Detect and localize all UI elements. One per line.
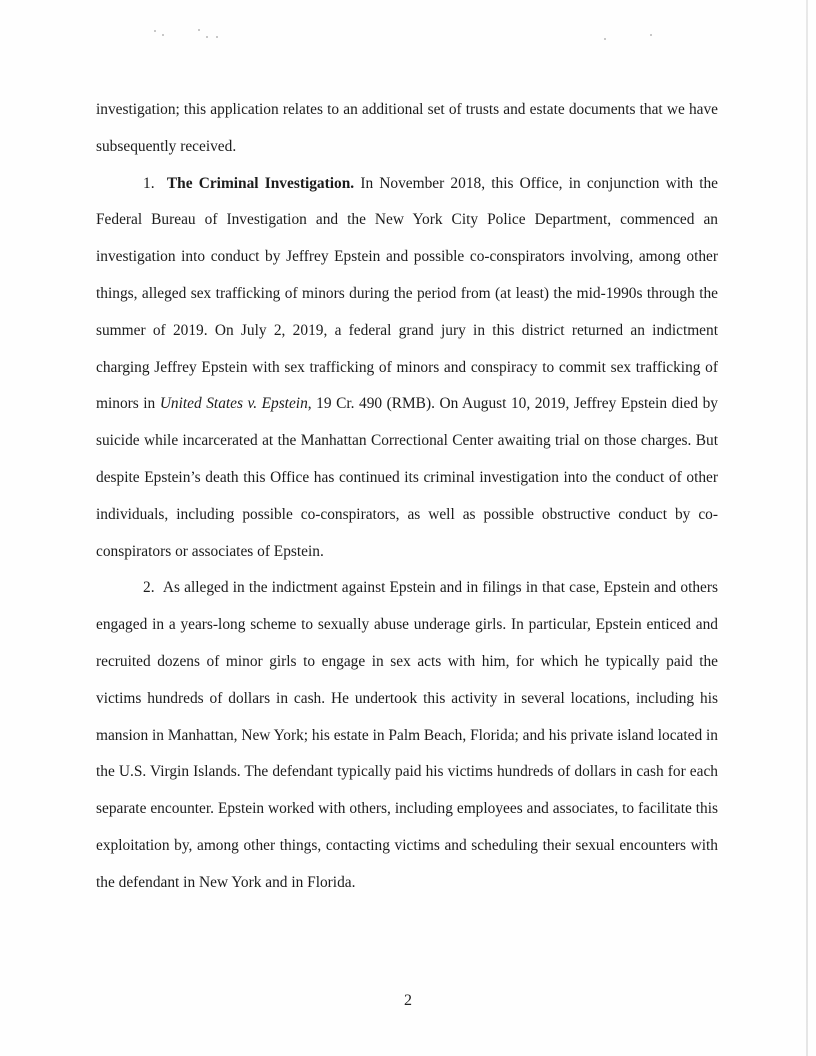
opening-paragraph: investigation; this application relates to an additional set of trusts and estate documents that we have subsequently received. bbox=[96, 101, 718, 155]
page-number: 2 bbox=[404, 992, 412, 1009]
paragraph-2-text: As alleged in the indictment against Epstein and in filings in that case, Epstein and others engaged in a years-long scheme to sexually abuse underage girls. In particular, Epstein enticed and recruited dozens of minor girls to engage in sex acts with him, for which he typically paid the victims hundreds of dollars in cash. He undertook this activity in several locations, including his mansion in Manhattan, New York; his estate in Palm Beach, Florida; and his private island located in the U.S. Virgin Islands. The defendant typically paid his victims hundreds of dollars in cash for each separate encounter. Epstein worked with others, including employees and associates, to facilitate this exploitation by, among other things, contacting victims and scheduling their sexual encounters with the defendant in New York and in Florida. bbox=[96, 579, 718, 891]
paragraph-1 bbox=[96, 166, 718, 571]
case-name: United States v. Epstein bbox=[159, 395, 308, 413]
paragraph-1-heading: The Criminal Investigation. bbox=[166, 174, 355, 192]
paragraph-1-text-part-2: , 19 Cr. 490 (RMB). On August 10, 2019, Jeffrey Epstein died by suicide while incarcerated at the Manhattan Correctional Center awaiting trial on those charges. But despite Epstein’s death this Office has continued its criminal investigation into the conduct of other individuals, including possible co-conspirators, as well as possible obstructive conduct by co-conspirators or associates of Epstein. bbox=[96, 395, 718, 560]
paragraph-1-number: 1. bbox=[143, 174, 155, 192]
page-edge-shadow bbox=[806, 0, 808, 1056]
scan-artifacts bbox=[150, 28, 670, 42]
paragraph-2 bbox=[96, 570, 718, 901]
document-body bbox=[96, 92, 718, 902]
paragraph-2-number: 2. bbox=[143, 579, 155, 597]
paragraph-1-text-part-1: In November 2018, this Office, in conjunction with the Federal Bureau of Investigation and the New York City Police Department, commenced an investigation into conduct by Jeffrey Epstein and possible co-conspirators involving, among other things, alleged sex trafficking of minors during the period from (at least) the mid-1990s through the summer of 2019. On July 2, 2019, a federal grand jury in this district returned an indictment charging Jeffrey Epstein with sex trafficking of minors and conspiracy to commit sex trafficking of minors in bbox=[96, 174, 719, 413]
